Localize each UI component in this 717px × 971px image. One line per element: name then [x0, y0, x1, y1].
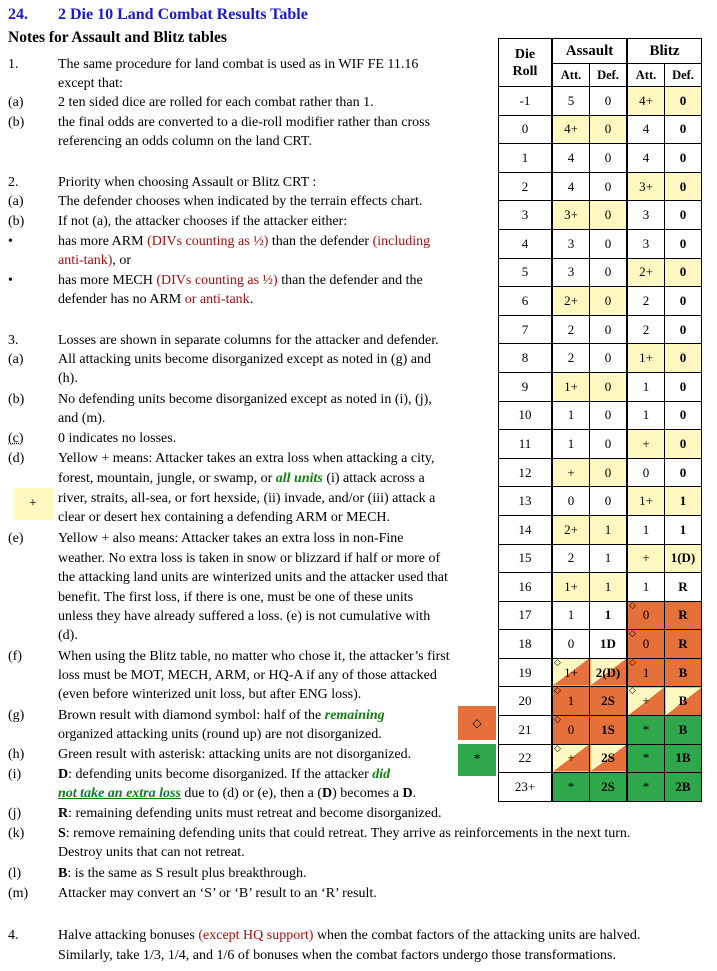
yellow-plus-swatch: + — [13, 488, 53, 520]
cell-bd: 0 — [665, 258, 702, 287]
cell-bd: 0 — [665, 458, 702, 487]
cell-ba: * — [627, 773, 665, 802]
note-2-text: Priority when choosing Assault or Blitz CRT : — [58, 175, 317, 190]
note-2b-text: If not (a), the attacker chooses if the attacker either: — [58, 214, 348, 229]
cell-ad: 0 — [590, 229, 628, 258]
bullet-1-red1: (DIVs counting as ½) — [147, 234, 269, 249]
cell-ad: 0 — [590, 201, 628, 230]
cell-ad: 1 — [590, 515, 628, 544]
cell-roll: 2 — [499, 172, 553, 201]
cell-bd: 1 — [665, 487, 702, 516]
cell-ba: 4 — [627, 144, 665, 173]
blitz-header: Blitz — [627, 39, 702, 64]
notes-subtitle: Notes for Assault and Blitz tables — [8, 29, 227, 46]
cell-bd: 1(D) — [665, 544, 702, 573]
cell-aa: 4 — [552, 144, 590, 173]
table-row — [499, 201, 702, 230]
note-1-line2: except that: — [58, 76, 123, 91]
table-row — [499, 573, 702, 602]
section-number: 24. — [8, 6, 28, 23]
cell-roll: 23+ — [499, 773, 553, 802]
cell-ba: 3 — [627, 229, 665, 258]
note-3d-line2 — [58, 469, 425, 488]
note-4-line2: Similarly, take 1/3, 1/4, and 1/6 of bonuses when the combat factors undergo those transformations. — [58, 948, 616, 963]
cell-bd: 0 — [665, 315, 702, 344]
note-1-line1: The same procedure for land combat is used as in WIF FE 11.16 — [58, 57, 419, 72]
table-header-row-1 — [499, 39, 702, 64]
cell-roll: 15 — [499, 544, 553, 573]
cell-ad: 1 — [590, 573, 628, 602]
note-3g-line2: organized attacking units (round up) are not disorganized. — [58, 727, 382, 742]
cell-aa: 4+ — [552, 115, 590, 144]
assault-def-header: Def. — [590, 64, 628, 87]
bullet-2-line2 — [58, 290, 253, 309]
cell-ba: ◇ + — [627, 687, 665, 716]
note-2a-label: (a) — [8, 194, 24, 209]
bullet-1-red2: (including — [372, 234, 431, 249]
blitz-def-header: Def. — [665, 64, 702, 87]
note-3b-label: (b) — [8, 392, 25, 407]
note-3e-line2: weather. No extra loss is taken in snow or blizzard if half or more of — [58, 551, 441, 566]
cell-ba: ◇ 0 — [627, 601, 665, 630]
brown-diamond-swatch: ◇ — [458, 706, 496, 740]
cell-roll: 4 — [499, 229, 553, 258]
note-3c-text: 0 indicates no losses. — [58, 431, 177, 446]
bullet-2-text: has more MECH — [58, 273, 157, 288]
table-row — [499, 515, 702, 544]
cell-ba: ◇ 0 — [627, 630, 665, 659]
cell-bd: 1B — [665, 744, 702, 773]
note-3h-text: Green result with asterisk: attacking units are not disorganized. — [58, 747, 412, 762]
cell-ad: 2S — [590, 687, 628, 716]
cell-ba: 4+ — [627, 87, 665, 116]
note-3e-line5: unless they have already suffered a loss. (e) is not cumulative with — [58, 609, 431, 624]
cell-ba: 1 — [627, 372, 665, 401]
cell-ba: + — [627, 544, 665, 573]
note-4-text1b: when the combat factors of the attacking units are halved. — [313, 928, 641, 943]
note-4-label: 4. — [8, 928, 19, 943]
cell-roll: 6 — [499, 287, 553, 316]
cell-ad: 1 — [590, 601, 628, 630]
cell-roll: 21 — [499, 716, 553, 745]
cell-ad: 0 — [590, 87, 628, 116]
note-3e-label: (e) — [8, 531, 24, 546]
cell-ad: 0 — [590, 258, 628, 287]
cell-roll: 17 — [499, 601, 553, 630]
cell-ba: 1+ — [627, 487, 665, 516]
cell-ba: 1 — [627, 401, 665, 430]
bullet-1-line2 — [58, 251, 131, 270]
table-row — [499, 744, 702, 773]
section-title: 2 Die 10 Land Combat Results Table — [58, 6, 308, 23]
cell-aa: 4 — [552, 172, 590, 201]
cell-aa: 2 — [552, 344, 590, 373]
cell-aa: 2+ — [552, 515, 590, 544]
cell-bd: 0 — [665, 229, 702, 258]
note-3l-b: B — [58, 866, 68, 881]
cell-ad: 0 — [590, 372, 628, 401]
table-row — [499, 487, 702, 516]
cell-ba: 2 — [627, 287, 665, 316]
cell-ad: 0 — [590, 287, 628, 316]
cell-roll: 9 — [499, 372, 553, 401]
cell-ba: 1+ — [627, 344, 665, 373]
bullet-1-red3: anti-tank) — [58, 253, 113, 268]
table-row — [499, 401, 702, 430]
note-1a-text: 2 ten sided dice are rolled for each combat rather than 1. — [58, 95, 374, 110]
cell-ad: 2S — [590, 744, 628, 773]
note-3i-d2: D — [322, 786, 333, 801]
cell-ba: + — [627, 430, 665, 459]
cell-roll: -1 — [499, 87, 553, 116]
cell-bd: 0 — [665, 372, 702, 401]
note-1b-label: (b) — [8, 115, 25, 130]
cell-ad: 2(D) — [590, 658, 628, 687]
note-2b-label: (b) — [8, 214, 25, 229]
table-row — [499, 115, 702, 144]
note-3l-body: : is the same as S result plus breakthrough. — [67, 866, 307, 881]
cell-roll: 20 — [499, 687, 553, 716]
note-3f-line3: (even before winterized unit loss, but after ENG loss). — [58, 687, 362, 702]
cell-roll: 12 — [499, 458, 553, 487]
note-3i-green1: did — [372, 767, 391, 782]
note-3a-line2: (h). — [58, 371, 78, 386]
cell-bd: 0 — [665, 287, 702, 316]
note-3i-line2 — [58, 784, 416, 803]
note-3b-line2: and (m). — [58, 411, 106, 426]
note-3-label: 3. — [8, 333, 19, 348]
cell-roll: 1 — [499, 144, 553, 173]
note-3f-label: (f) — [8, 649, 22, 664]
cell-ba: * — [627, 716, 665, 745]
cell-bd: B — [665, 687, 702, 716]
cell-bd: B — [665, 658, 702, 687]
note-3k-body: : remove remaining defending units that could retreat. They arrive as reinforcements in the next turn. — [65, 826, 631, 841]
table-row — [499, 315, 702, 344]
table-row — [499, 630, 702, 659]
cell-ba: 1 — [627, 515, 665, 544]
note-3f-line1: When using the Blitz table, no matter who chose it, the attacker’s first — [58, 649, 450, 664]
cell-ad: 1D — [590, 630, 628, 659]
cell-ba: 3 — [627, 201, 665, 230]
note-3a-label: (a) — [8, 352, 24, 367]
note-3a-line1: All attacking units become disorganized except as noted in (g) and — [58, 352, 431, 367]
cell-aa: 1 — [552, 601, 590, 630]
table-row — [499, 372, 702, 401]
bullet-1-text2: than the defender — [268, 234, 373, 249]
cell-roll: 10 — [499, 401, 553, 430]
note-3j-text — [58, 804, 441, 823]
note-1a-label: (a) — [8, 95, 24, 110]
cell-ad: 1S — [590, 716, 628, 745]
cell-aa: 1 — [552, 430, 590, 459]
cell-ba: 3+ — [627, 172, 665, 201]
cell-bd: 1 — [665, 515, 702, 544]
cell-aa: 3 — [552, 229, 590, 258]
note-3g-line1 — [58, 706, 385, 725]
note-3i-label: (i) — [8, 767, 22, 782]
note-4-text1a: Halve attacking bonuses — [58, 928, 199, 943]
bullet-1-line1 — [58, 232, 430, 251]
cell-aa: 2+ — [552, 287, 590, 316]
note-3b-line1: No defending units become disorganized except as noted in (i), (j), — [58, 392, 432, 407]
note-3d-line4: clear or desert hex containing a defending ARM or MECH. — [58, 510, 391, 525]
cell-roll: 8 — [499, 344, 553, 373]
bullet-1-text3: , or — [112, 253, 132, 268]
cell-ba: 0 — [627, 458, 665, 487]
roll-header: Roll — [512, 63, 538, 79]
cell-aa: ◇ 1 — [552, 687, 590, 716]
table-row — [499, 458, 702, 487]
cell-aa: ◇ 0 — [552, 716, 590, 745]
cell-roll: 19 — [499, 658, 553, 687]
cell-aa: 2 — [552, 544, 590, 573]
note-3i-text2: due to (d) or (e), then a ( — [180, 786, 323, 801]
cell-bd: 0 — [665, 115, 702, 144]
cell-ad: 0 — [590, 487, 628, 516]
cell-aa: 1+ — [552, 372, 590, 401]
note-3e-line6: (d). — [58, 628, 78, 643]
table-row — [499, 87, 702, 116]
cell-bd: 0 — [665, 401, 702, 430]
table-row — [499, 601, 702, 630]
cell-aa: ◇ 1+ — [552, 658, 590, 687]
cell-aa: 5 — [552, 87, 590, 116]
cell-bd: 2B — [665, 773, 702, 802]
table-row — [499, 287, 702, 316]
bullet-2-red1: (DIVs counting as ½) — [156, 273, 278, 288]
cell-ad: 0 — [590, 430, 628, 459]
cell-ad: 0 — [590, 144, 628, 173]
note-3i-d3: D — [402, 786, 413, 801]
cell-ad: 0 — [590, 401, 628, 430]
note-3i-text3: ) becomes a — [332, 786, 403, 801]
note-1b-line2: referencing an odds column on the land CRT. — [58, 134, 312, 149]
die-header: Die — [514, 46, 536, 62]
note-3i-text4: . — [412, 786, 417, 801]
cell-aa: 3 — [552, 258, 590, 287]
bullet-2: • — [8, 273, 13, 288]
table-row — [499, 658, 702, 687]
table-row — [499, 258, 702, 287]
cell-ba: ◇ 1 — [627, 658, 665, 687]
cell-aa: * — [552, 773, 590, 802]
note-3e-line1: Yellow + also means: Attacker takes an extra loss in non-Fine — [58, 531, 404, 546]
cell-aa: + — [552, 458, 590, 487]
note-3g-label: (g) — [8, 708, 25, 723]
note-3l-label: (l) — [8, 866, 22, 881]
cell-roll: 22 — [499, 744, 553, 773]
bullet-1: • — [8, 234, 13, 249]
cell-aa: 2 — [552, 315, 590, 344]
cell-roll: 13 — [499, 487, 553, 516]
green-asterisk-swatch: * — [458, 744, 496, 776]
assault-att-header: Att. — [552, 64, 590, 87]
cell-roll: 5 — [499, 258, 553, 287]
cell-ad: 0 — [590, 344, 628, 373]
note-3i-text1: : defending units become disorganized. If the attacker — [68, 767, 373, 782]
table-row — [499, 229, 702, 258]
table-row — [499, 716, 702, 745]
note-3j-r: R — [58, 806, 69, 821]
cell-bd: 0 — [665, 201, 702, 230]
cell-ad: 0 — [590, 115, 628, 144]
note-3c-label: (c) — [8, 431, 24, 446]
note-3k-line1 — [58, 824, 630, 843]
note-4-red: (except HQ support) — [198, 928, 314, 943]
cell-bd: R — [665, 630, 702, 659]
note-3k-s: S — [58, 826, 66, 841]
bullet-2-red2: or anti-tank — [184, 292, 250, 307]
table-row — [499, 544, 702, 573]
note-3i-green2: not take an extra loss — [58, 786, 181, 801]
cell-roll: 18 — [499, 630, 553, 659]
note-3d-text2a: forest, mountain, jungle, or swamp, or — [58, 471, 276, 486]
note-3k-line2: Destroy units that can not retreat. — [58, 845, 245, 860]
cell-aa: 3+ — [552, 201, 590, 230]
note-3d-text2b: (i) attack across a — [322, 471, 425, 486]
note-3d-line1: Yellow + means: Attacker takes an extra loss when attacking a city, — [58, 451, 435, 466]
note-3j-label: (j) — [8, 806, 22, 821]
table-row — [499, 344, 702, 373]
cell-bd: B — [665, 716, 702, 745]
bullet-2-text3: defender has no ARM — [58, 292, 185, 307]
note-3j-body: : remaining defending units must retreat and become disorganized. — [68, 806, 442, 821]
cell-bd: 0 — [665, 172, 702, 201]
note-3m-label: (m) — [8, 886, 29, 901]
cell-roll: 3 — [499, 201, 553, 230]
cell-aa: 0 — [552, 630, 590, 659]
cell-ad: 0 — [590, 458, 628, 487]
die-roll-header — [499, 39, 553, 87]
cell-roll: 0 — [499, 115, 553, 144]
cell-ad: 2S — [590, 773, 628, 802]
note-4-line1 — [58, 926, 640, 945]
bullet-2-text4: . — [249, 292, 254, 307]
cell-aa: 1+ — [552, 573, 590, 602]
bullet-1-text: has more ARM — [58, 234, 148, 249]
cell-bd: 0 — [665, 430, 702, 459]
note-3g-green: remaining — [324, 708, 385, 723]
note-3d-label: (d) — [8, 451, 25, 466]
note-3i-line1 — [58, 765, 390, 784]
cell-aa: ◇ + — [552, 744, 590, 773]
table-row — [499, 687, 702, 716]
cell-roll: 11 — [499, 430, 553, 459]
note-1b-line1: the final odds are converted to a die-roll modifier rather than cross — [58, 115, 431, 130]
cell-bd: 0 — [665, 344, 702, 373]
note-3i-d: D — [58, 767, 69, 782]
combat-results-table — [498, 38, 702, 802]
note-3k-label: (k) — [8, 826, 25, 841]
note-3m-text: Attacker may convert an ‘S’ or ‘B’ result to an ‘R’ result. — [58, 886, 377, 901]
table-row — [499, 430, 702, 459]
cell-bd: 0 — [665, 87, 702, 116]
note-3e-line4: benefit. The first loss, if there is one, must be one of these units — [58, 590, 414, 605]
note-3g-text: Brown result with diamond symbol: half of the — [58, 708, 325, 723]
cell-ba: 2+ — [627, 258, 665, 287]
note-3-text: Losses are shown in separate columns for the attacker and defender. — [58, 333, 439, 348]
cell-aa: 1 — [552, 401, 590, 430]
bullet-2-text2: than the defender and the — [277, 273, 423, 288]
table-row — [499, 773, 702, 802]
cell-bd: R — [665, 573, 702, 602]
cell-aa: 0 — [552, 487, 590, 516]
note-3h-label: (h) — [8, 747, 25, 762]
note-3e-line3: the attacking land units are winterized units and the attacker used that — [58, 570, 448, 585]
note-2a-text: The defender chooses when indicated by the terrain effects chart. — [58, 194, 423, 209]
note-3f-line2: loss must be MOT, MECH, ARM, or HQ-A if any of those attacked — [58, 668, 437, 683]
cell-ba: 2 — [627, 315, 665, 344]
cell-ba: * — [627, 744, 665, 773]
table-row — [499, 172, 702, 201]
section-header — [8, 6, 308, 24]
table-row — [499, 144, 702, 173]
bullet-2-line1 — [58, 271, 423, 290]
note-1-label: 1. — [8, 57, 19, 72]
cell-ba: 1 — [627, 573, 665, 602]
cell-ad: 1 — [590, 544, 628, 573]
note-3d-green: all units — [275, 471, 323, 486]
note-3d-line3: river, straits, all-sea, or fort hexside, (ii) invade, and/or (iii) attack a — [58, 491, 436, 506]
assault-header: Assault — [552, 39, 627, 64]
cell-roll: 16 — [499, 573, 553, 602]
cell-bd: 0 — [665, 144, 702, 173]
cell-bd: R — [665, 601, 702, 630]
cell-roll: 14 — [499, 515, 553, 544]
cell-ad: 0 — [590, 172, 628, 201]
cell-roll: 7 — [499, 315, 553, 344]
cell-ad: 0 — [590, 315, 628, 344]
cell-ba: 4 — [627, 115, 665, 144]
note-2-label: 2. — [8, 175, 19, 190]
note-3l-text — [58, 864, 306, 883]
blitz-att-header: Att. — [627, 64, 665, 87]
